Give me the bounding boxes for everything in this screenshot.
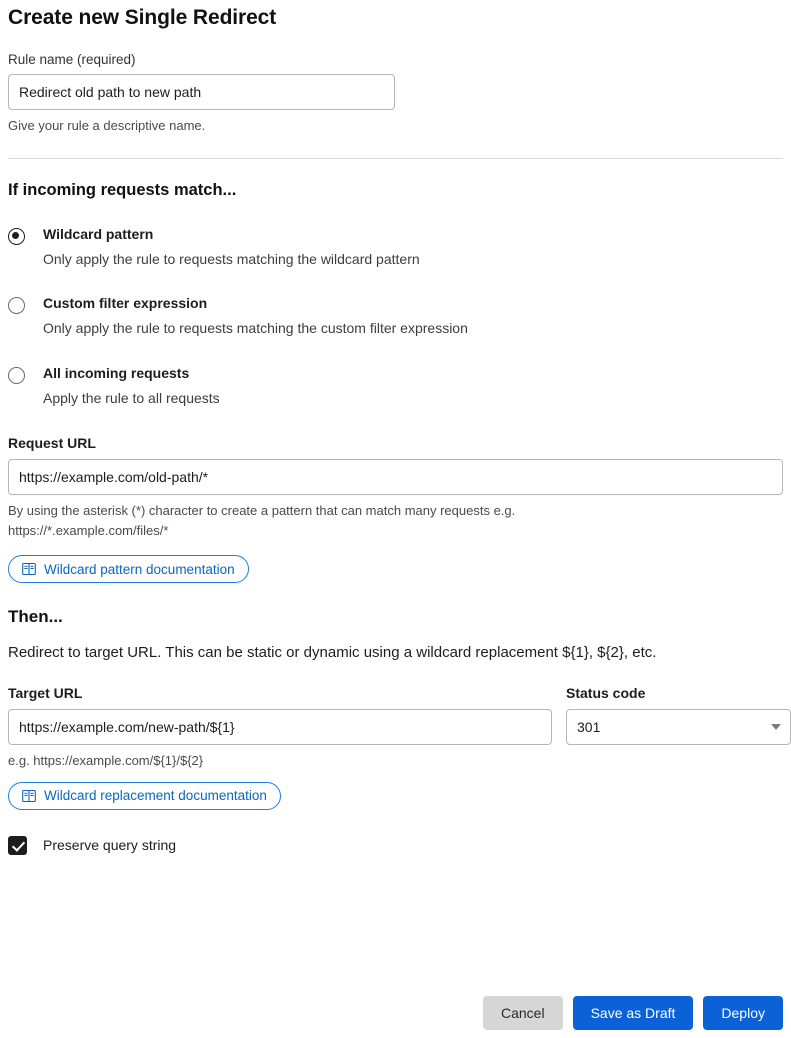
rule-name-label: Rule name (required) — [8, 52, 136, 67]
book-icon — [22, 789, 36, 803]
request-url-help-line1: By using the asterisk (*) character to create a pattern that can match many requests e.g. — [8, 502, 516, 518]
rule-name-input[interactable] — [8, 74, 395, 110]
target-url-example: e.g. https://example.com/${1}/${2} — [8, 752, 204, 768]
target-url-field — [8, 685, 552, 745]
then-section-heading: Then... — [8, 607, 63, 627]
radio-title-wildcard-pattern: Wildcard pattern — [43, 225, 154, 242]
rule-name-help: Give your rule a descriptive name. — [8, 118, 206, 133]
request-url-input[interactable] — [8, 459, 783, 495]
form-actions — [483, 996, 783, 1030]
status-code-field — [566, 685, 791, 745]
radio-title-all-incoming-requests: All incoming requests — [43, 365, 190, 382]
then-section-description: Redirect to target URL. This can be static or dynamic using a wildcard replacement ${1}, ${2}, etc. — [8, 644, 657, 662]
request-url-label: Request URL — [8, 434, 96, 451]
save-as-draft-button[interactable]: Save as Draft — [573, 996, 694, 1030]
radio-indicator-wildcard-pattern[interactable] — [8, 228, 25, 245]
page-title: Create new Single Redirect — [8, 6, 277, 29]
create-single-redirect-form — [0, 6, 791, 1038]
cancel-button[interactable]: Cancel — [483, 996, 563, 1030]
radio-title-custom-filter-expression: Custom filter expression — [43, 295, 208, 312]
radio-option-all-incoming-requests[interactable] — [8, 365, 783, 407]
deploy-button[interactable]: Deploy — [703, 996, 783, 1030]
target-url-input[interactable] — [8, 709, 552, 745]
radio-option-wildcard-pattern[interactable] — [8, 226, 783, 268]
preserve-query-string-row[interactable] — [8, 836, 783, 855]
status-code-select[interactable] — [566, 709, 791, 745]
radio-indicator-custom-filter-expression[interactable] — [8, 297, 25, 314]
preserve-query-string-label: Preserve query string — [43, 837, 177, 854]
radio-desc-all-incoming-requests: Apply the rule to all requests — [43, 389, 220, 406]
radio-indicator-all-incoming-requests[interactable] — [8, 367, 25, 384]
wildcard-replacement-documentation-label: Wildcard replacement documentation — [44, 788, 267, 804]
target-url-label: Target URL — [8, 684, 83, 701]
preserve-query-string-checkbox[interactable] — [8, 836, 27, 855]
status-code-value: 301 — [577, 718, 601, 735]
section-divider — [8, 158, 783, 159]
match-options-group — [8, 226, 783, 407]
radio-desc-wildcard-pattern: Only apply the rule to requests matching the wildcard pattern — [43, 250, 420, 267]
request-url-help-line2: https://*.example.com/files/* — [8, 523, 169, 539]
book-icon — [22, 562, 36, 576]
match-section-heading: If incoming requests match... — [8, 180, 237, 199]
wildcard-pattern-documentation-label: Wildcard pattern documentation — [44, 561, 235, 577]
status-code-label: Status code — [566, 684, 646, 701]
wildcard-replacement-documentation-link[interactable] — [8, 782, 281, 810]
radio-option-custom-filter-expression[interactable] — [8, 295, 783, 337]
target-and-status-row — [8, 685, 783, 745]
radio-desc-custom-filter-expression: Only apply the rule to requests matching the custom filter expression — [43, 320, 468, 337]
wildcard-pattern-documentation-link[interactable] — [8, 555, 249, 583]
